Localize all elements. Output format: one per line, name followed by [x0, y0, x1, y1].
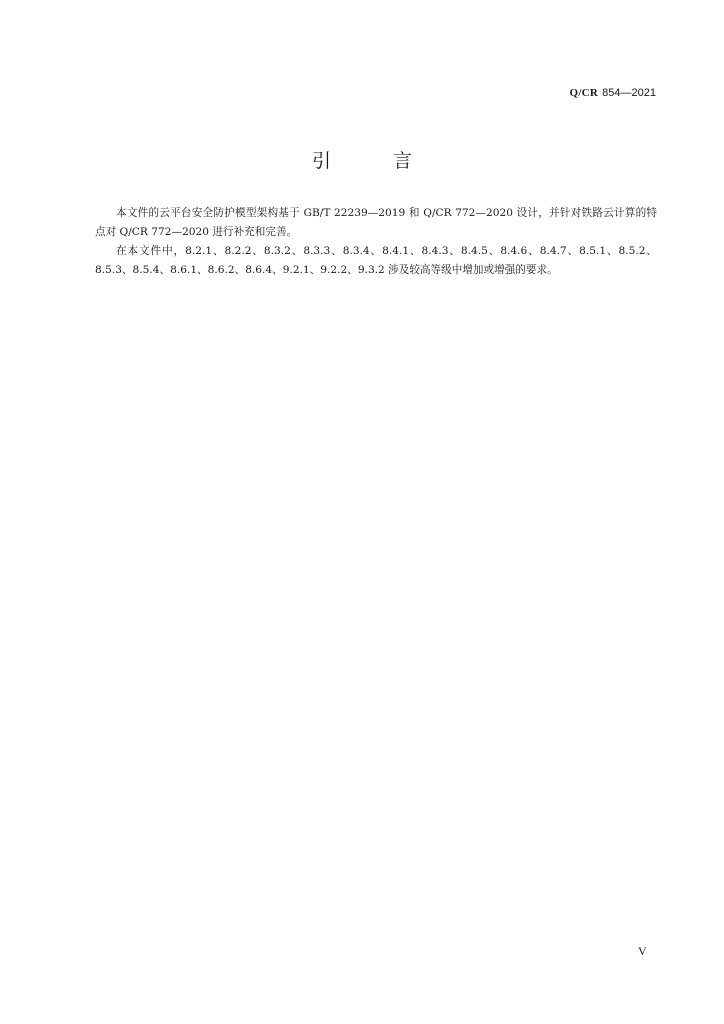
standard-number: 854—2021 — [602, 87, 656, 99]
page-number: V — [638, 944, 647, 958]
paragraph-basis: 本文件的云平台安全防护模型架构基于 GB/T 22239—2019 和 Q/CR 772—2020 设计，并针对铁路云计算的特点对 Q/CR 772—2020 进行补充和完善。 — [95, 207, 657, 238]
section-title: 引 言 — [311, 150, 441, 172]
introduction-body — [95, 204, 657, 280]
paragraph-enhanced-requirements: 在本文件中，8.2.1、8.2.2、8.3.2、8.3.3、8.3.4、8.4.1、8.4.3、8.4.5、8.4.6、8.4.7、8.5.1、8.5.2、8.5.3、8.5.4、8.6.1、8.6.2、8.6.4、9.2.1、9.2.2、9.3.2 涉及较高等级中增加或增强的要求。 — [95, 245, 657, 276]
standard-prefix: Q/CR — [569, 87, 599, 99]
standard-code-header — [569, 87, 656, 99]
